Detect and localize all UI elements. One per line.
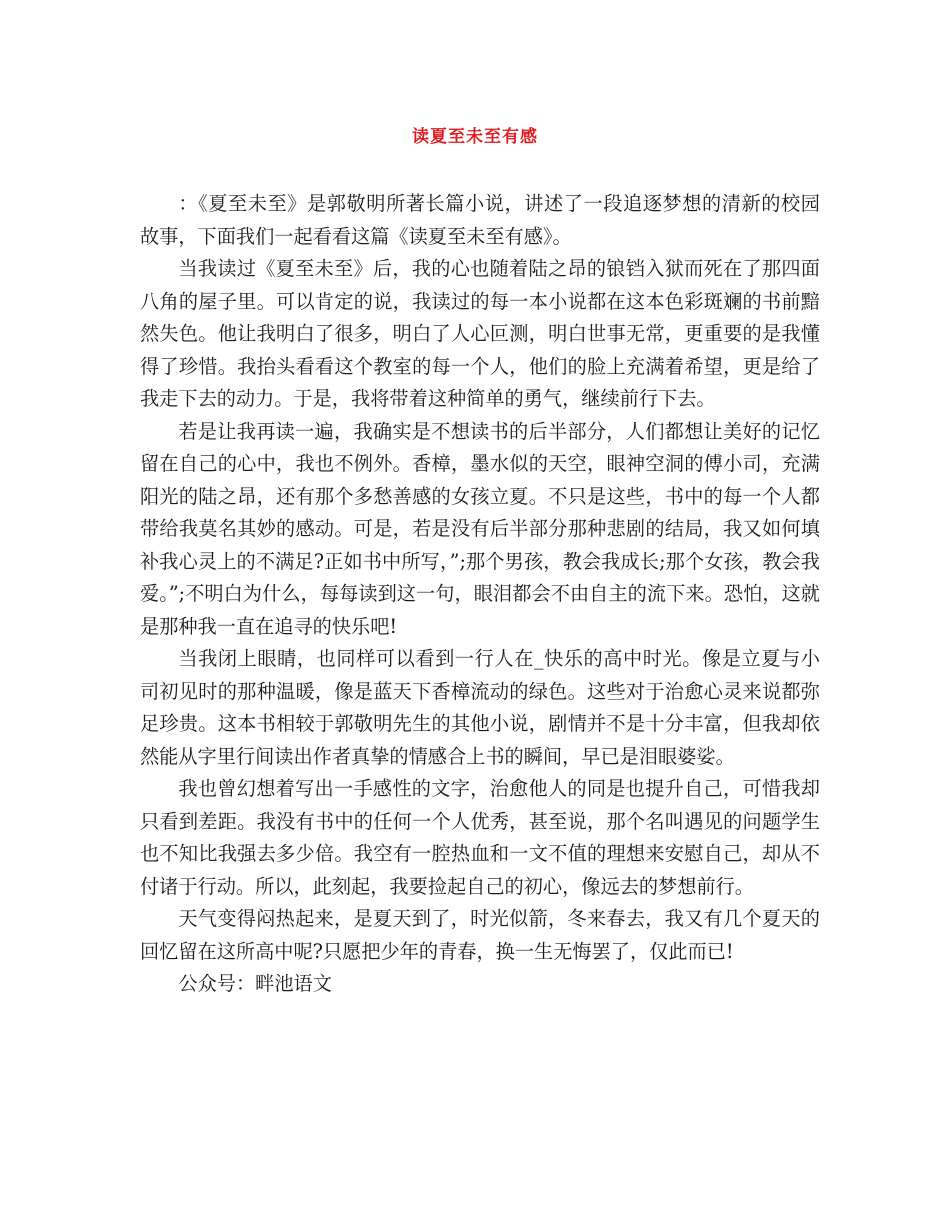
document-body: [140, 188, 820, 1001]
paragraph: 若是让我再读一遍，我确实是不想读书的后半部分，人们都想让美好的记忆留在自己的心中，我也不例外。香樟，墨水似的天空，眼神空洞的傅小司，充满阳光的陆之昂，还有那个多愁善感的女孩立夏。不只是这些，书中的每一个人都带给我莫名其妙的感动。可是，若是没有后半部分那种悲剧的结局，我又如何填补我心灵上的不满足?正如书中所写，”;那个男孩，教会我成长;那个女孩，教会我爱。”;不明白为什么，每每读到这一句，眼泪都会不由自主的流下来。恐怕，这就是那种我一直在追寻的快乐吧!: [140, 419, 820, 638]
paragraph: 当我闭上眼睛，也同样可以看到一行人在_快乐的高中时光。像是立夏与小司初见时的那种温暖，像是蓝天下香樟流动的绿色。这些对于治愈心灵来说都弥足珍贵。这本书相较于郭敬明先生的其他小说，剧情并不是十分丰富，但我却依然能从字里行间读出作者真挚的情感合上书的瞬间，早已是泪眼婆娑。: [140, 647, 820, 768]
paragraph: 天气变得闷热起来，是夏天到了，时光似箭，冬来春去，我又有几个夏天的回忆留在这所高中呢?只愿把少年的青春，换一生无悔罢了，仅此而已!: [140, 907, 820, 963]
paragraph-footer: 公众号：畔池语文: [178, 972, 332, 995]
paragraph: 我也曾幻想着写出一手感性的文字，治愈他人的同是也提升自己，可惜我却只看到差距。我没有书中的任何一个人优秀，甚至说，那个名叫遇见的问题学生也不知比我强去多少倍。我空有一腔热血和一文不值的理想来安慰自己，却从不付诸于行动。所以，此刻起，我要捡起自己的初心，像远去的梦想前行。: [140, 777, 820, 898]
paragraph: 当我读过《夏至未至》后，我的心也随着陆之昂的锒铛入狱而死在了那四面八角的屋子里。可以肯定的说，我读过的每一本小说都在这本色彩斑斓的书前黯然失色。他让我明白了很多，明白了人心叵测，明白世事无常，更重要的是我懂得了珍惜。我抬头看看这个教室的每一个人，他们的脸上充满着希望，更是给了我走下去的动力。于是，我将带着这种简单的勇气，继续前行下去。: [140, 257, 820, 410]
paragraph-intro: ：《夏至未至》是郭敬明所著长篇小说，讲述了一段追逐梦想的清新的校园故事，下面我们一起看看这篇《读夏至未至有感》。: [140, 192, 820, 248]
document-title: 读夏至未至有感: [412, 127, 538, 147]
